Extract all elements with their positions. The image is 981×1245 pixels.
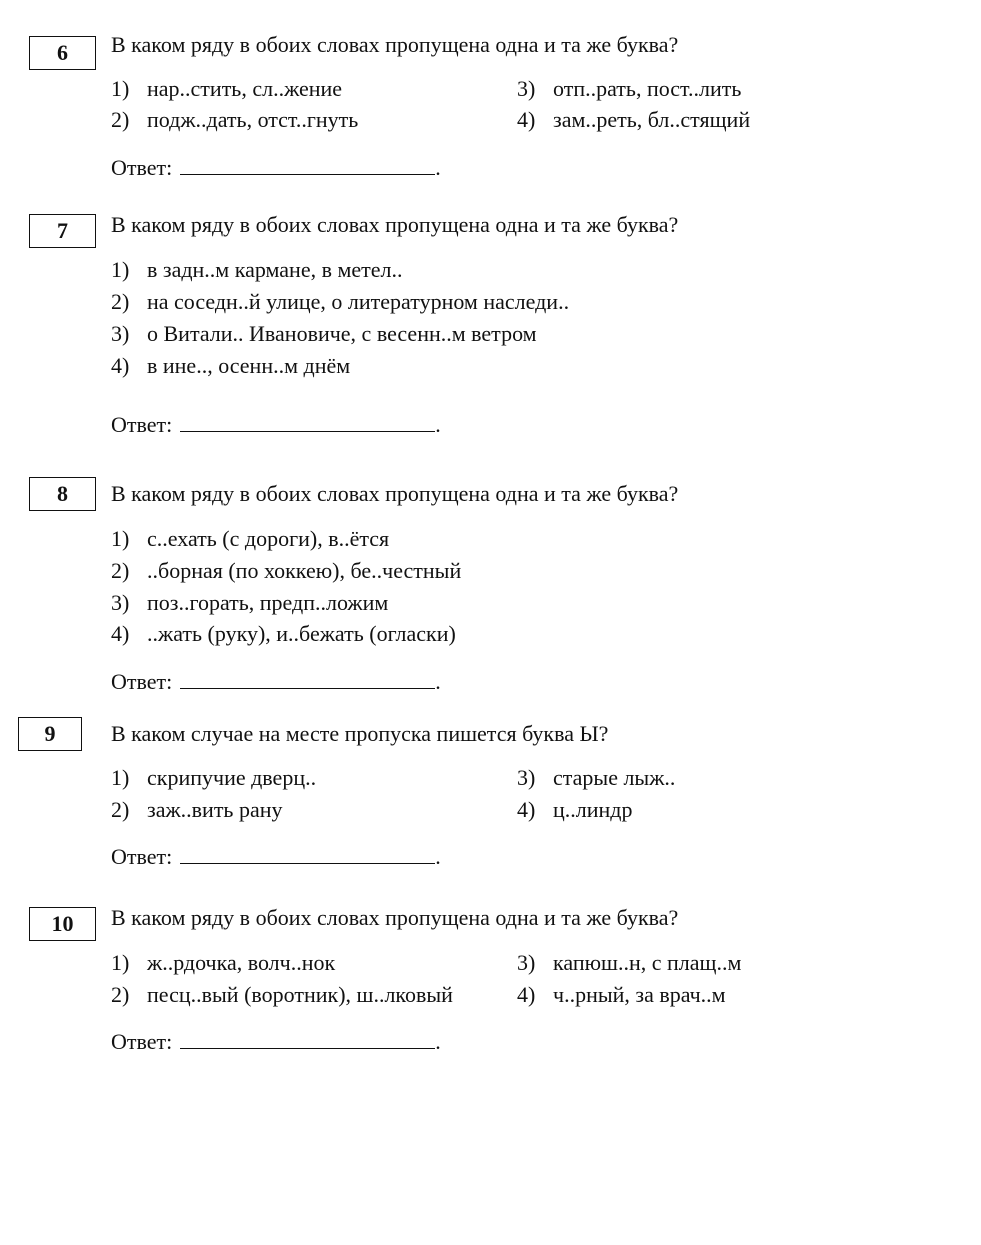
option-number: 1) bbox=[111, 257, 130, 282]
option-number: 1) bbox=[111, 765, 130, 790]
option-number: 1) bbox=[111, 526, 130, 551]
answer-label: Ответ: bbox=[111, 155, 173, 180]
option-text: ц..линдр bbox=[553, 797, 633, 822]
answer-field[interactable] bbox=[180, 668, 435, 689]
option-4 bbox=[111, 353, 350, 379]
option-number: 3) bbox=[517, 950, 536, 975]
task-question: В каком ряду в обоих словах пропущена одна и та же буква? bbox=[111, 481, 679, 506]
option-1 bbox=[111, 950, 335, 976]
option-text: нар..стить, сл..жение bbox=[147, 76, 343, 101]
option-1 bbox=[111, 76, 342, 102]
option-number: 2) bbox=[111, 289, 130, 314]
option-3 bbox=[517, 765, 675, 791]
task-question: В каком случае на месте пропуска пишется буква Ы? bbox=[111, 721, 609, 746]
option-number: 2) bbox=[111, 797, 130, 822]
answer-period: . bbox=[435, 155, 441, 180]
answer-label: Ответ: bbox=[111, 1029, 173, 1054]
answer-label: Ответ: bbox=[111, 412, 173, 437]
option-text: в задн..м кармане, в метел.. bbox=[147, 257, 403, 282]
option-3 bbox=[111, 590, 388, 616]
option-number: 4) bbox=[517, 107, 536, 132]
option-number: 3) bbox=[517, 76, 536, 101]
option-4 bbox=[517, 982, 726, 1008]
option-4 bbox=[111, 621, 456, 647]
option-text: поз..горать, предп..ложим bbox=[147, 590, 389, 615]
option-4 bbox=[517, 797, 633, 823]
option-1 bbox=[111, 765, 316, 791]
answer-field[interactable] bbox=[180, 1028, 435, 1049]
option-text: ..борная (по хоккею), бе..честный bbox=[147, 558, 462, 583]
task-question: В каком ряду в обоих словах пропущена одна и та же буква? bbox=[111, 32, 679, 57]
option-text: о Витали.. Ивановиче, с весенн..м ветром bbox=[147, 321, 537, 346]
answer-row bbox=[111, 843, 441, 870]
answer-period: . bbox=[435, 844, 441, 869]
option-number: 4) bbox=[517, 982, 536, 1007]
option-3 bbox=[517, 76, 741, 102]
answer-row bbox=[111, 411, 441, 438]
option-text: скрипучие дверц.. bbox=[147, 765, 317, 790]
task-number-box: 10 bbox=[29, 907, 96, 941]
option-number: 4) bbox=[111, 621, 130, 646]
task-number-box: 7 bbox=[29, 214, 96, 248]
option-2 bbox=[111, 797, 283, 823]
option-number: 3) bbox=[111, 321, 130, 346]
option-2 bbox=[111, 982, 453, 1008]
option-number: 4) bbox=[111, 353, 130, 378]
answer-row bbox=[111, 668, 441, 695]
option-text: отп..рать, пост..лить bbox=[553, 76, 742, 101]
option-1 bbox=[111, 526, 389, 552]
task-number-box: 8 bbox=[29, 477, 96, 511]
option-text: заж..вить рану bbox=[147, 797, 283, 822]
answer-period: . bbox=[435, 1029, 441, 1054]
answer-period: . bbox=[435, 412, 441, 437]
option-4 bbox=[517, 107, 750, 133]
answer-row bbox=[111, 1028, 441, 1055]
option-text: зам..реть, бл..стящий bbox=[553, 107, 751, 132]
answer-field[interactable] bbox=[180, 843, 435, 864]
option-3 bbox=[517, 950, 741, 976]
option-text: ..жать (руку), и..бежать (огласки) bbox=[147, 621, 456, 646]
option-2 bbox=[111, 107, 358, 133]
option-text: ч..рный, за врач..м bbox=[553, 982, 726, 1007]
answer-field[interactable] bbox=[180, 154, 435, 175]
option-number: 4) bbox=[517, 797, 536, 822]
option-number: 1) bbox=[111, 76, 130, 101]
option-text: старые лыж.. bbox=[553, 765, 676, 790]
answer-period: . bbox=[435, 669, 441, 694]
option-2 bbox=[111, 558, 461, 584]
option-text: ж..рдочка, волч..нок bbox=[147, 950, 336, 975]
option-text: в ине.., осенн..м днём bbox=[147, 353, 351, 378]
answer-label: Ответ: bbox=[111, 669, 173, 694]
answer-label: Ответ: bbox=[111, 844, 173, 869]
option-number: 2) bbox=[111, 558, 130, 583]
option-text: песц..вый (воротник), ш..лковый bbox=[147, 982, 453, 1007]
option-text: капюш..н, с плащ..м bbox=[553, 950, 742, 975]
option-number: 3) bbox=[111, 590, 130, 615]
answer-row bbox=[111, 154, 441, 181]
answer-field[interactable] bbox=[180, 411, 435, 432]
option-2 bbox=[111, 289, 569, 315]
task-number-box: 9 bbox=[18, 717, 82, 751]
option-text: подж..дать, отст..гнуть bbox=[147, 107, 359, 132]
option-number: 2) bbox=[111, 107, 130, 132]
option-text: на соседн..й улице, о литературном наследи.. bbox=[147, 289, 570, 314]
option-3 bbox=[111, 321, 537, 347]
option-number: 2) bbox=[111, 982, 130, 1007]
option-1 bbox=[111, 257, 403, 283]
option-number: 1) bbox=[111, 950, 130, 975]
task-question: В каком ряду в обоих словах пропущена одна и та же буква? bbox=[111, 905, 679, 930]
task-question: В каком ряду в обоих словах пропущена одна и та же буква? bbox=[111, 212, 679, 237]
task-number-box: 6 bbox=[29, 36, 96, 70]
option-text: с..ехать (с дороги), в..ётся bbox=[147, 526, 390, 551]
option-number: 3) bbox=[517, 765, 536, 790]
